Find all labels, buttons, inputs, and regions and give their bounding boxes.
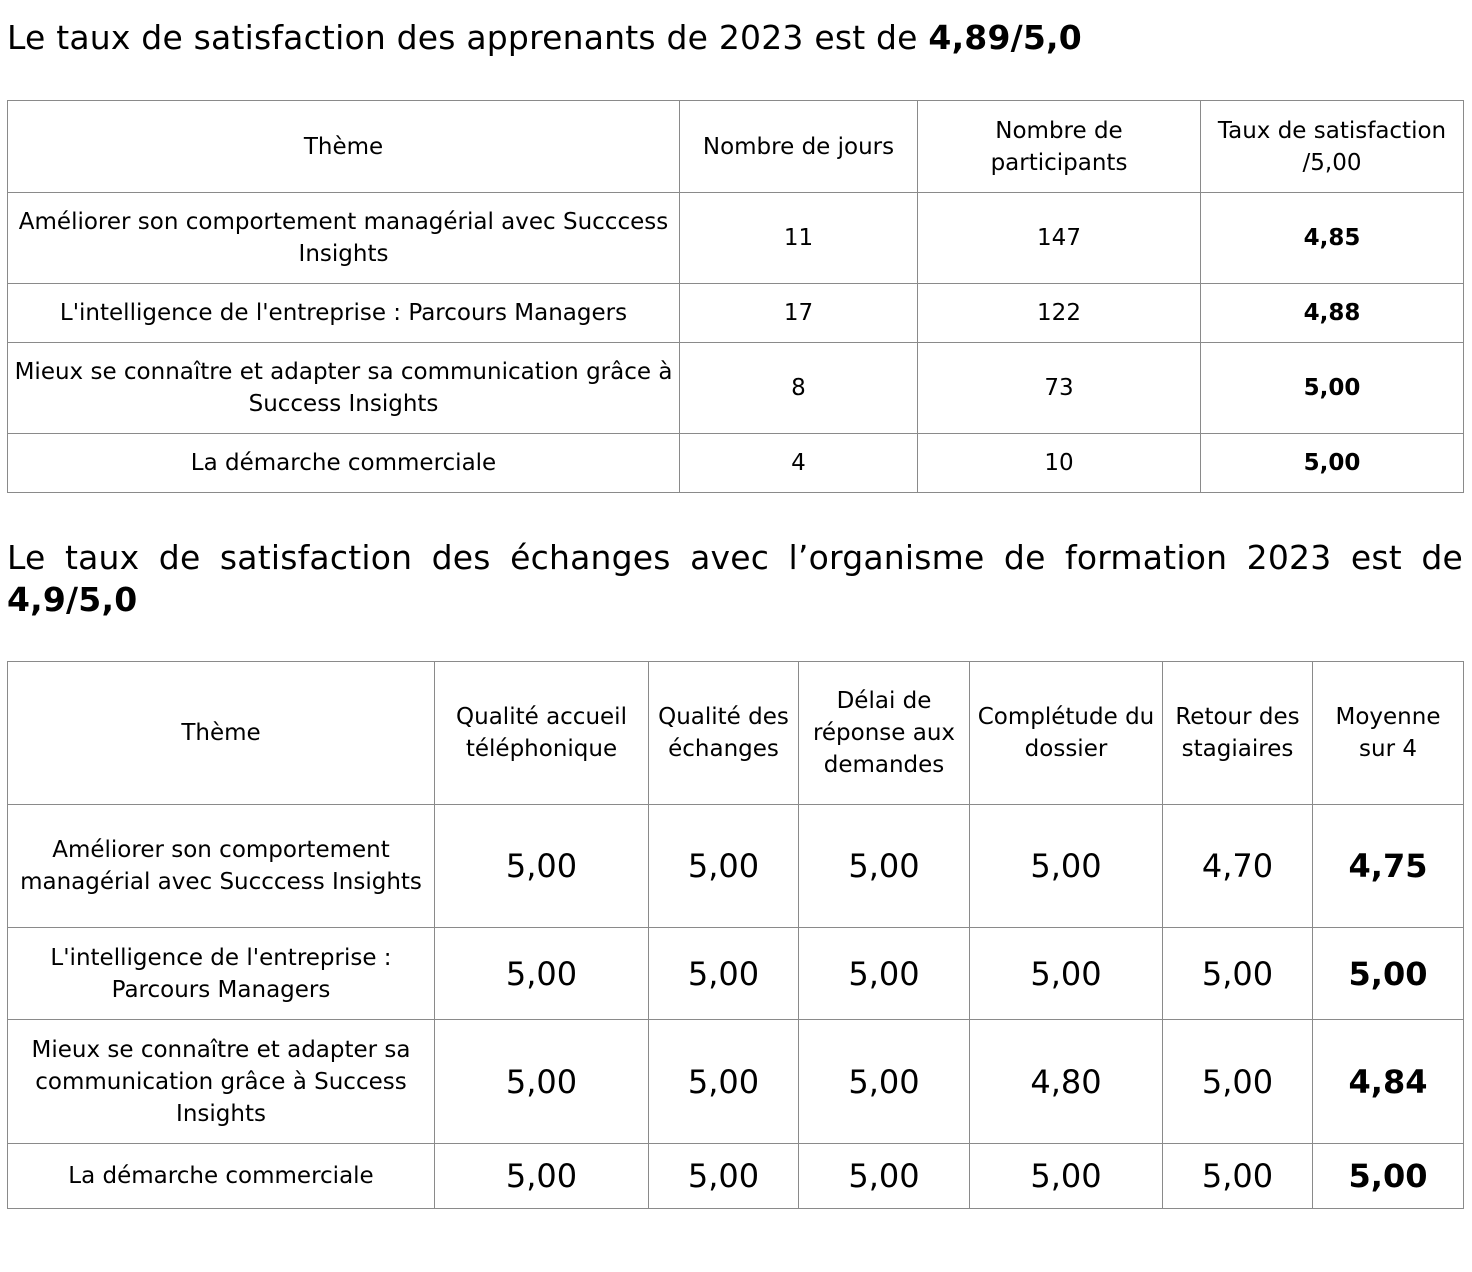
cell-file-completeness: 5,00: [970, 1144, 1163, 1209]
cell-trainee-feedback: 4,70: [1163, 805, 1313, 928]
cell-satisfaction: 5,00: [1201, 434, 1464, 493]
cell-exchange-quality: 5,00: [649, 805, 799, 928]
cell-file-completeness: 4,80: [970, 1020, 1163, 1144]
cell-exchange-quality: 5,00: [649, 928, 799, 1020]
exchange-satisfaction-table: [7, 661, 1464, 1209]
column-header-satisfaction: Taux de satisfaction /5,00: [1201, 101, 1464, 193]
cell-satisfaction: 4,88: [1201, 284, 1464, 343]
cell-average: 5,00: [1313, 928, 1464, 1020]
column-header-days: Nombre de jours: [680, 101, 918, 193]
cell-days: 4: [680, 434, 918, 493]
cell-participants: 73: [918, 343, 1201, 434]
cell-participants: 147: [918, 193, 1201, 284]
cell-participants: 10: [918, 434, 1201, 493]
cell-trainee-feedback: 5,00: [1163, 928, 1313, 1020]
cell-days: 8: [680, 343, 918, 434]
column-header-participants: Nombre de participants: [918, 101, 1201, 193]
cell-trainee-feedback: 5,00: [1163, 1144, 1313, 1209]
column-header-response-time: Délai de réponse aux demandes: [799, 662, 970, 805]
cell-theme: Améliorer son comportement managérial avec Succcess Insights: [8, 193, 680, 284]
cell-file-completeness: 5,00: [970, 805, 1163, 928]
table-row: [8, 284, 1464, 343]
cell-response-time: 5,00: [799, 805, 970, 928]
column-header-file-completeness: Complétude du dossier: [970, 662, 1163, 805]
cell-file-completeness: 5,00: [970, 928, 1163, 1020]
cell-satisfaction: 4,85: [1201, 193, 1464, 284]
column-header-theme: Thème: [8, 101, 680, 193]
cell-phone-reception: 5,00: [435, 1144, 649, 1209]
heading-value: 4,9/5,0: [7, 580, 138, 619]
cell-theme: Mieux se connaître et adapter sa communication grâce à Success Insights: [8, 343, 680, 434]
cell-average: 4,75: [1313, 805, 1464, 928]
cell-phone-reception: 5,00: [435, 805, 649, 928]
heading-text: Le taux de satisfaction des échanges avec l’organisme de formation 2023 est de: [7, 538, 1463, 577]
cell-response-time: 5,00: [799, 928, 970, 1020]
cell-theme: La démarche commerciale: [8, 1144, 435, 1209]
table-row: [8, 1144, 1464, 1209]
cell-phone-reception: 5,00: [435, 1020, 649, 1144]
cell-theme: Améliorer son comportement managérial avec Succcess Insights: [8, 805, 435, 928]
cell-participants: 122: [918, 284, 1201, 343]
cell-trainee-feedback: 5,00: [1163, 1020, 1313, 1144]
cell-average: 4,84: [1313, 1020, 1464, 1144]
cell-response-time: 5,00: [799, 1020, 970, 1144]
learner-satisfaction-table: [7, 100, 1464, 493]
cell-days: 11: [680, 193, 918, 284]
cell-days: 17: [680, 284, 918, 343]
column-header-theme: Thème: [8, 662, 435, 805]
cell-theme: L'intelligence de l'entreprise : Parcours Managers: [8, 284, 680, 343]
table-header-row: [8, 662, 1464, 805]
exchange-satisfaction-heading: [7, 537, 1463, 621]
cell-phone-reception: 5,00: [435, 928, 649, 1020]
cell-theme: La démarche commerciale: [8, 434, 680, 493]
table-row: [8, 434, 1464, 493]
table-row: [8, 193, 1464, 284]
cell-response-time: 5,00: [799, 1144, 970, 1209]
heading-value: 4,89/5,0: [928, 18, 1082, 57]
column-header-exchange-quality: Qualité des échanges: [649, 662, 799, 805]
table-row: [8, 1020, 1464, 1144]
cell-average: 5,00: [1313, 1144, 1464, 1209]
table-header-row: [8, 101, 1464, 193]
column-header-phone-reception: Qualité accueil téléphonique: [435, 662, 649, 805]
column-header-average: Moyenne sur 4: [1313, 662, 1464, 805]
table-row: [8, 805, 1464, 928]
cell-theme: L'intelligence de l'entreprise : Parcours Managers: [8, 928, 435, 1020]
learner-satisfaction-heading: [7, 17, 1467, 59]
cell-exchange-quality: 5,00: [649, 1020, 799, 1144]
cell-satisfaction: 5,00: [1201, 343, 1464, 434]
heading-text: Le taux de satisfaction des apprenants de 2023 est de: [7, 18, 918, 57]
table-row: [8, 343, 1464, 434]
cell-exchange-quality: 5,00: [649, 1144, 799, 1209]
table-row: [8, 928, 1464, 1020]
cell-theme: Mieux se connaître et adapter sa communication grâce à Success Insights: [8, 1020, 435, 1144]
column-header-trainee-feedback: Retour des stagiaires: [1163, 662, 1313, 805]
